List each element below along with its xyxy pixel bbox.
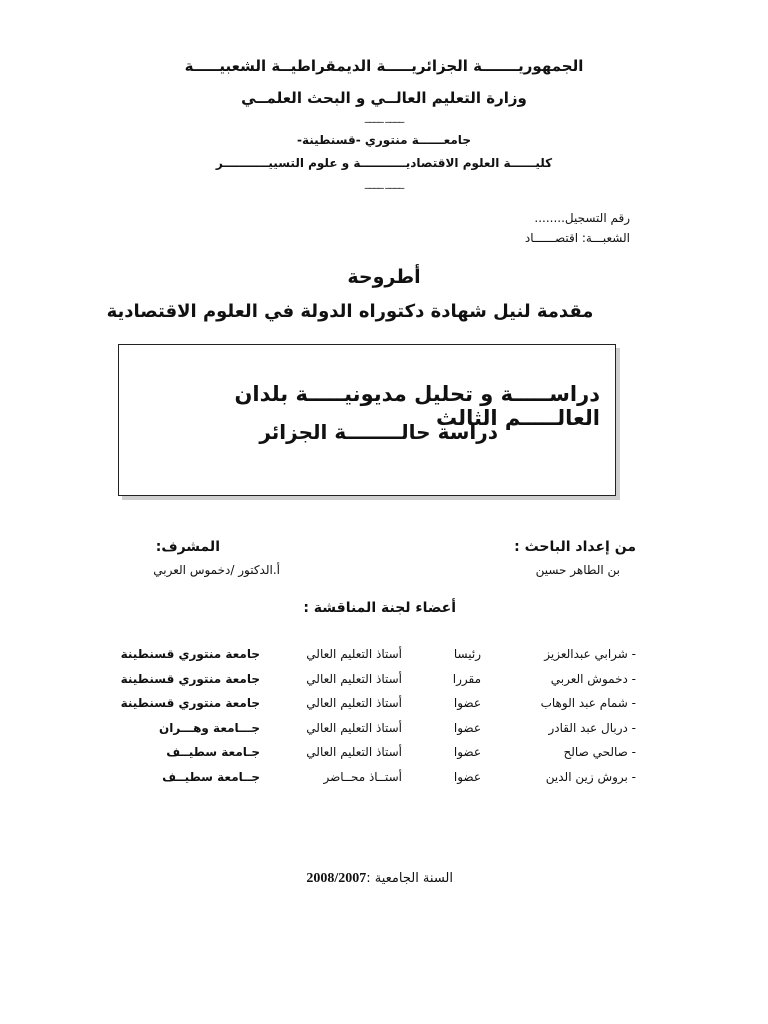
ministry-heading: وزارة التعليم العالــي و البحث العلمــي bbox=[241, 89, 527, 107]
member-name: - شمام عبد الوهاب bbox=[540, 696, 636, 710]
branch-label: الشعبـــة: اقتصــــــاد bbox=[524, 231, 630, 245]
thesis-title-line1: دراســـــة و تحليل مديونيـــــة بلدان العالـــــم الثالث bbox=[234, 382, 600, 430]
academic-year-label: السنة الجامعية : bbox=[366, 871, 453, 886]
committee-row bbox=[136, 721, 636, 746]
member-institution: جــامعة سطيــف bbox=[162, 769, 260, 784]
member-rank: أستاذ التعليم العالي bbox=[306, 671, 402, 686]
member-name: - دخموش العربي bbox=[550, 671, 636, 686]
member-rank: أستاذ التعليم العالي bbox=[306, 647, 402, 661]
member-institution: جامعة منتوري قسنطينة bbox=[120, 647, 260, 661]
member-role: مقررا bbox=[452, 671, 481, 686]
separator-line: ____ ____ bbox=[364, 110, 404, 123]
member-rank: أستاذ التعليم العالي bbox=[306, 696, 402, 710]
member-role: رئيسا bbox=[453, 647, 481, 661]
separator-line: ____ ____ bbox=[364, 176, 404, 189]
member-role: عضوا bbox=[453, 769, 481, 784]
committee-row bbox=[120, 696, 636, 721]
member-institution: جـــامعة وهـــران bbox=[158, 720, 260, 735]
republic-heading: الجمهوريـــــــة الجزائريـــــة الديمقراطيــة الشعبيـــــة bbox=[184, 57, 584, 75]
member-rank: أستاذ التعليم العالي bbox=[306, 745, 402, 759]
thesis-purpose: مقدمة لنيل شهادة دكتوراه الدولة في العلوم الاقتصادية bbox=[106, 301, 594, 322]
faculty-name: كليــــــة العلوم الاقتصاديـــــــــــة و علوم التسييـــــــــــر bbox=[215, 156, 553, 170]
member-rank: أستاذ التعليم العالي bbox=[306, 720, 402, 735]
university-name: جامعــــــة منتوري -قسنطينة- bbox=[297, 133, 471, 147]
member-institution: جـامعة سطيــف bbox=[166, 745, 260, 759]
supervisor-name: أ.الدكتور /دخموس العربي bbox=[153, 563, 280, 577]
supervisor-label: المشرف: bbox=[155, 539, 220, 555]
member-name: - صالحي صالح bbox=[563, 745, 636, 759]
academic-year-value: 2008/2007 bbox=[306, 871, 367, 886]
member-role: عضوا bbox=[453, 745, 481, 759]
committee-row bbox=[136, 770, 636, 795]
committee-row bbox=[136, 745, 636, 770]
member-role: عضوا bbox=[453, 696, 481, 710]
member-role: عضوا bbox=[453, 720, 481, 735]
researcher-label: من إعداد الباحث : bbox=[514, 539, 636, 555]
member-name: - دربال عبد القادر bbox=[548, 720, 636, 735]
academic-year bbox=[306, 871, 453, 887]
committee-list bbox=[120, 647, 636, 794]
member-name: - شرابي عبدالعزيز bbox=[544, 647, 636, 661]
committee-row bbox=[120, 671, 636, 697]
member-institution: جامعة منتوري قسنطينة bbox=[120, 696, 260, 710]
member-rank: أستــاذ محــاضر bbox=[323, 769, 402, 784]
registration-number: رقم التسجيل........ bbox=[534, 211, 630, 225]
thesis-type: أطروحة bbox=[347, 266, 421, 288]
committee-heading: أعضاء لجنة المناقشة : bbox=[303, 600, 456, 616]
thesis-title-line2: دراسة حالــــــــة الجزائر bbox=[259, 420, 498, 444]
committee-row bbox=[120, 647, 636, 672]
researcher-name: بن الطاهر حسين bbox=[535, 563, 620, 577]
member-name: - بروش زين الدين bbox=[545, 769, 636, 784]
member-institution: جامعة منتوري قسنطينة bbox=[120, 671, 260, 686]
